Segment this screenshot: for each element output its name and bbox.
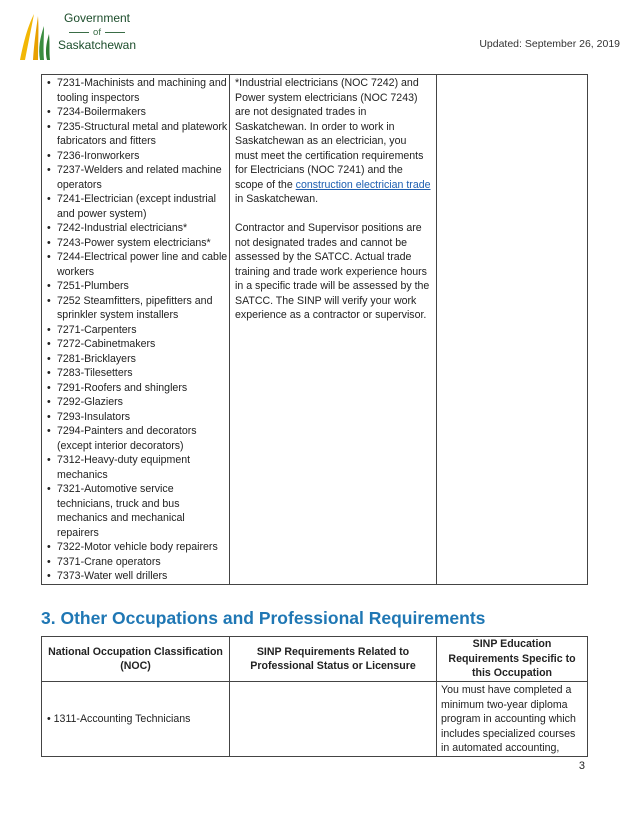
- list-item: • 7272-Cabinetmakers: [47, 337, 229, 352]
- noc-value: 1311-Accounting Technicians: [53, 712, 191, 725]
- occupation-list: [42, 75, 229, 584]
- government-logo: [18, 12, 138, 64]
- education-cell: You must have completed a minimum two-year diploma program in accounting which includes specialized courses in automated accounting,: [437, 682, 588, 757]
- list-item: • 7322-Motor vehicle body repairers: [47, 540, 229, 555]
- status-cell: [230, 682, 437, 757]
- noc-cell: • 1311-Accounting Technicians: [42, 682, 230, 757]
- list-item: • 7271-Carpenters: [47, 323, 229, 338]
- table-row: [42, 682, 588, 757]
- table-header-row: [42, 637, 588, 682]
- list-item: • 7312-Heavy-duty equipment mechanics: [47, 453, 229, 482]
- list-item: • 7242-Industrial electricians*: [47, 221, 229, 236]
- logo-line-saskatchewan: Saskatchewan: [57, 38, 137, 52]
- list-item: • 7241-Electrician (except industrial and power system): [47, 192, 229, 221]
- list-item: • 7234-Boilermakers: [47, 105, 229, 120]
- contractor-note: Contractor and Supervisor positions are not designated trades and cannot be assessed by the SATCC. Actual trade training and trade work experience hours in a specific trade will be assessed by the SATCC. The SINP will verify your work experience as a contractor or supervisor.: [235, 222, 430, 321]
- page-number: 3: [578, 760, 585, 772]
- logo-line-of: of: [56, 26, 138, 40]
- list-item: • 7252 Steamfitters, pipefitters and sprinkler system installers: [47, 294, 229, 323]
- list-item: • 7292-Glaziers: [47, 395, 229, 410]
- wheat-sheaf-icon: [18, 12, 54, 64]
- list-item: • 7237-Welders and related machine operators: [47, 163, 229, 192]
- list-item: • 7291-Roofers and shinglers: [47, 381, 229, 396]
- logo-line-government: Government: [63, 11, 131, 25]
- list-item: • 7321-Automotive service technicians, truck and bus mechanics and mechanical repairers: [47, 482, 229, 540]
- list-item: • 7293-Insulators: [47, 410, 229, 425]
- column-header-status: SINP Requirements Related to Professional Status or Licensure: [230, 637, 437, 682]
- note-cell: [230, 75, 437, 585]
- updated-date: Updated: September 26, 2019: [479, 38, 620, 50]
- list-item: • 7235-Structural metal and platework fabricators and fitters: [47, 120, 229, 149]
- other-occupations-table: [41, 636, 588, 757]
- list-item: • 7281-Bricklayers: [47, 352, 229, 367]
- section-title: 3. Other Occupations and Professional Requirements: [41, 608, 486, 628]
- list-item: • 7371-Crane operators: [47, 555, 229, 570]
- construction-electrician-trade-link[interactable]: construction electrician trade: [295, 178, 431, 191]
- list-item: • 7231-Machinists and machining and tooling inspectors: [47, 76, 229, 105]
- note-text-end: in Saskatchewan.: [235, 193, 319, 205]
- empty-cell: [437, 75, 588, 585]
- list-item: • 7294-Painters and decorators (except interior decorators): [47, 424, 229, 453]
- note-text: *Industrial electricians (NOC 7242) and Power system electricians (NOC 7243) are not designated trades in Saskatchewan. In order to work in Saskatchewan as an electrician, you must meet the certification requirements for Electricians (NOC 7241) and the scope of the: [235, 77, 424, 191]
- list-item: • 7251-Plumbers: [47, 279, 229, 294]
- column-header-education: SINP Education Requirements Specific to this Occupation: [437, 637, 588, 682]
- list-item: • 7236-Ironworkers: [47, 149, 229, 164]
- list-item: • 7243-Power system electricians*: [47, 236, 229, 251]
- table-row: [42, 75, 588, 585]
- list-item: • 7373-Water well drillers: [47, 569, 229, 584]
- trades-table: [41, 74, 588, 585]
- electrician-note: [235, 76, 432, 207]
- occupation-list-cell: [42, 75, 230, 585]
- list-item: • 7244-Electrical power line and cable workers: [47, 250, 229, 279]
- column-header-noc: National Occupation Classification (NOC): [42, 637, 230, 682]
- list-item: • 7283-Tilesetters: [47, 366, 229, 381]
